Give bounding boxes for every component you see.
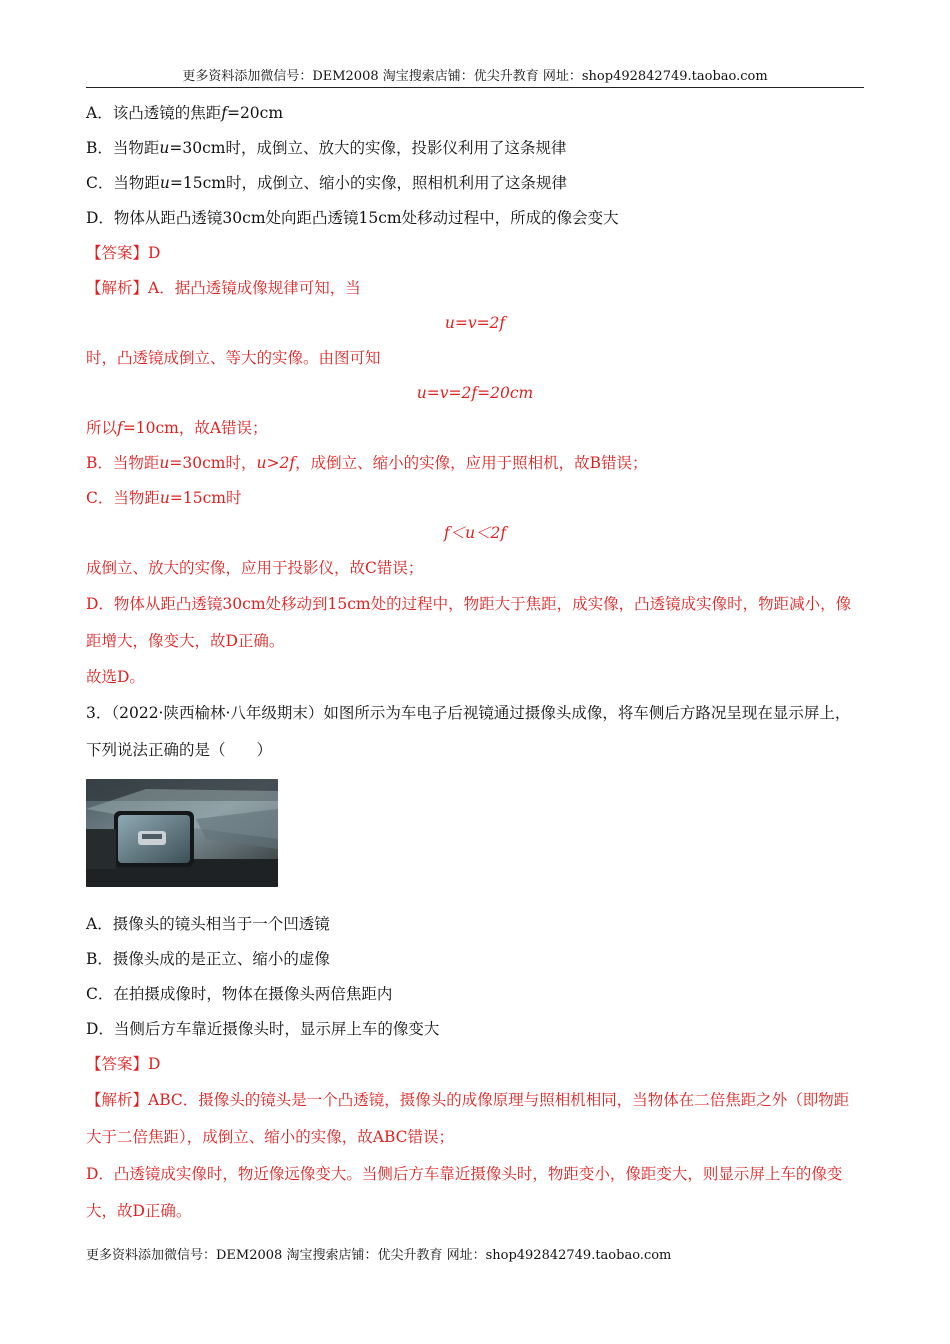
q3-answer: 【答案】D bbox=[86, 1055, 161, 1073]
q3-option-c: C．在拍摄成像时，物体在摄像头两倍焦距内 bbox=[86, 985, 393, 1003]
q3-explanation-1: 【解析】ABC．摄像头的镜头是一个凸透镜，摄像头的成像原理与照相机相同，当物体在二倍焦距之外（即物距大于二倍焦距），成倒立、缩小的实像，故ABC错误； bbox=[86, 1091, 850, 1146]
rearview-mirror-photo bbox=[86, 779, 278, 887]
q2-option-d: D．物体从距凸透镜30cm处向距凸透镜15cm处移动过程中，所成的像会变大 bbox=[86, 209, 619, 227]
q2-explanation-6: 成倒立、放大的实像，应用于投影仪，故C错误； bbox=[86, 559, 424, 577]
q3-option-b: B．摄像头成的是正立、缩小的虚像 bbox=[86, 950, 330, 968]
q2-equation-1: u=v=2f bbox=[444, 314, 506, 332]
q2-option-b: B．当物距u=30cm时，成倒立、放大的实像，投影仪利用了这条规律 bbox=[86, 139, 567, 157]
q2-explanation-8: 故选D。 bbox=[86, 668, 145, 686]
q2-answer: 【答案】D bbox=[86, 244, 161, 262]
q2-option-a: A．该凸透镜的焦距f=20cm bbox=[86, 104, 284, 122]
q2-explanation-3: 所以f=10cm，故A错误； bbox=[86, 419, 268, 437]
q2-equation-3: f＜u＜2f bbox=[443, 524, 507, 542]
q2-option-c: C．当物距u=15cm时，成倒立、缩小的实像，照相机利用了这条规律 bbox=[86, 174, 567, 192]
q3-option-a: A．摄像头的镜头相当于一个凹透镜 bbox=[86, 915, 330, 933]
page-header: 更多资料添加微信号：DEM2008 淘宝搜索店铺：优尖升教育 网址：shop492842749.taobao.com bbox=[86, 68, 864, 88]
q2-explanation-4: B．当物距u=30cm时，u>2f，成倒立、缩小的实像，应用于照相机，故B错误； bbox=[86, 454, 648, 472]
q2-explanation-2: 时，凸透镜成倒立、等大的实像。由图可知 bbox=[86, 349, 381, 367]
page-footer: 更多资料添加微信号：DEM2008 淘宝搜索店铺：优尖升教育 网址：shop492842749.taobao.com bbox=[86, 1248, 672, 1263]
q2-equation-2: u=v=2f=20cm bbox=[416, 384, 534, 402]
page-content bbox=[86, 96, 864, 1230]
q3-explanation-2: D．凸透镜成实像时，物近像远像变大。当侧后方车靠近摄像头时，物距变小，像距变大，则显示屏上车的像变大，故D正确。 bbox=[86, 1165, 843, 1220]
q2-explanation-5: C．当物距u=15cm时 bbox=[86, 489, 242, 507]
rearview-mirror-illustration bbox=[86, 779, 278, 887]
q3-stem: 3．（2022·陕西榆林·八年级期末）如图所示为车电子后视镜通过摄像头成像，将车侧后方路况呈现在显示屏上，下列说法正确的是（ ） bbox=[86, 704, 851, 759]
q3-option-d: D．当侧后方车靠近摄像头时，显示屏上车的像变大 bbox=[86, 1020, 440, 1038]
q2-explanation-1: 【解析】A．据凸透镜成像规律可知，当 bbox=[86, 279, 361, 297]
q2-explanation-7: D．物体从距凸透镜30cm处移动到15cm处的过程中，物距大于焦距，成实像，凸透镜成实像时，物距减小，像距增大，像变大，故D正确。 bbox=[86, 595, 852, 650]
